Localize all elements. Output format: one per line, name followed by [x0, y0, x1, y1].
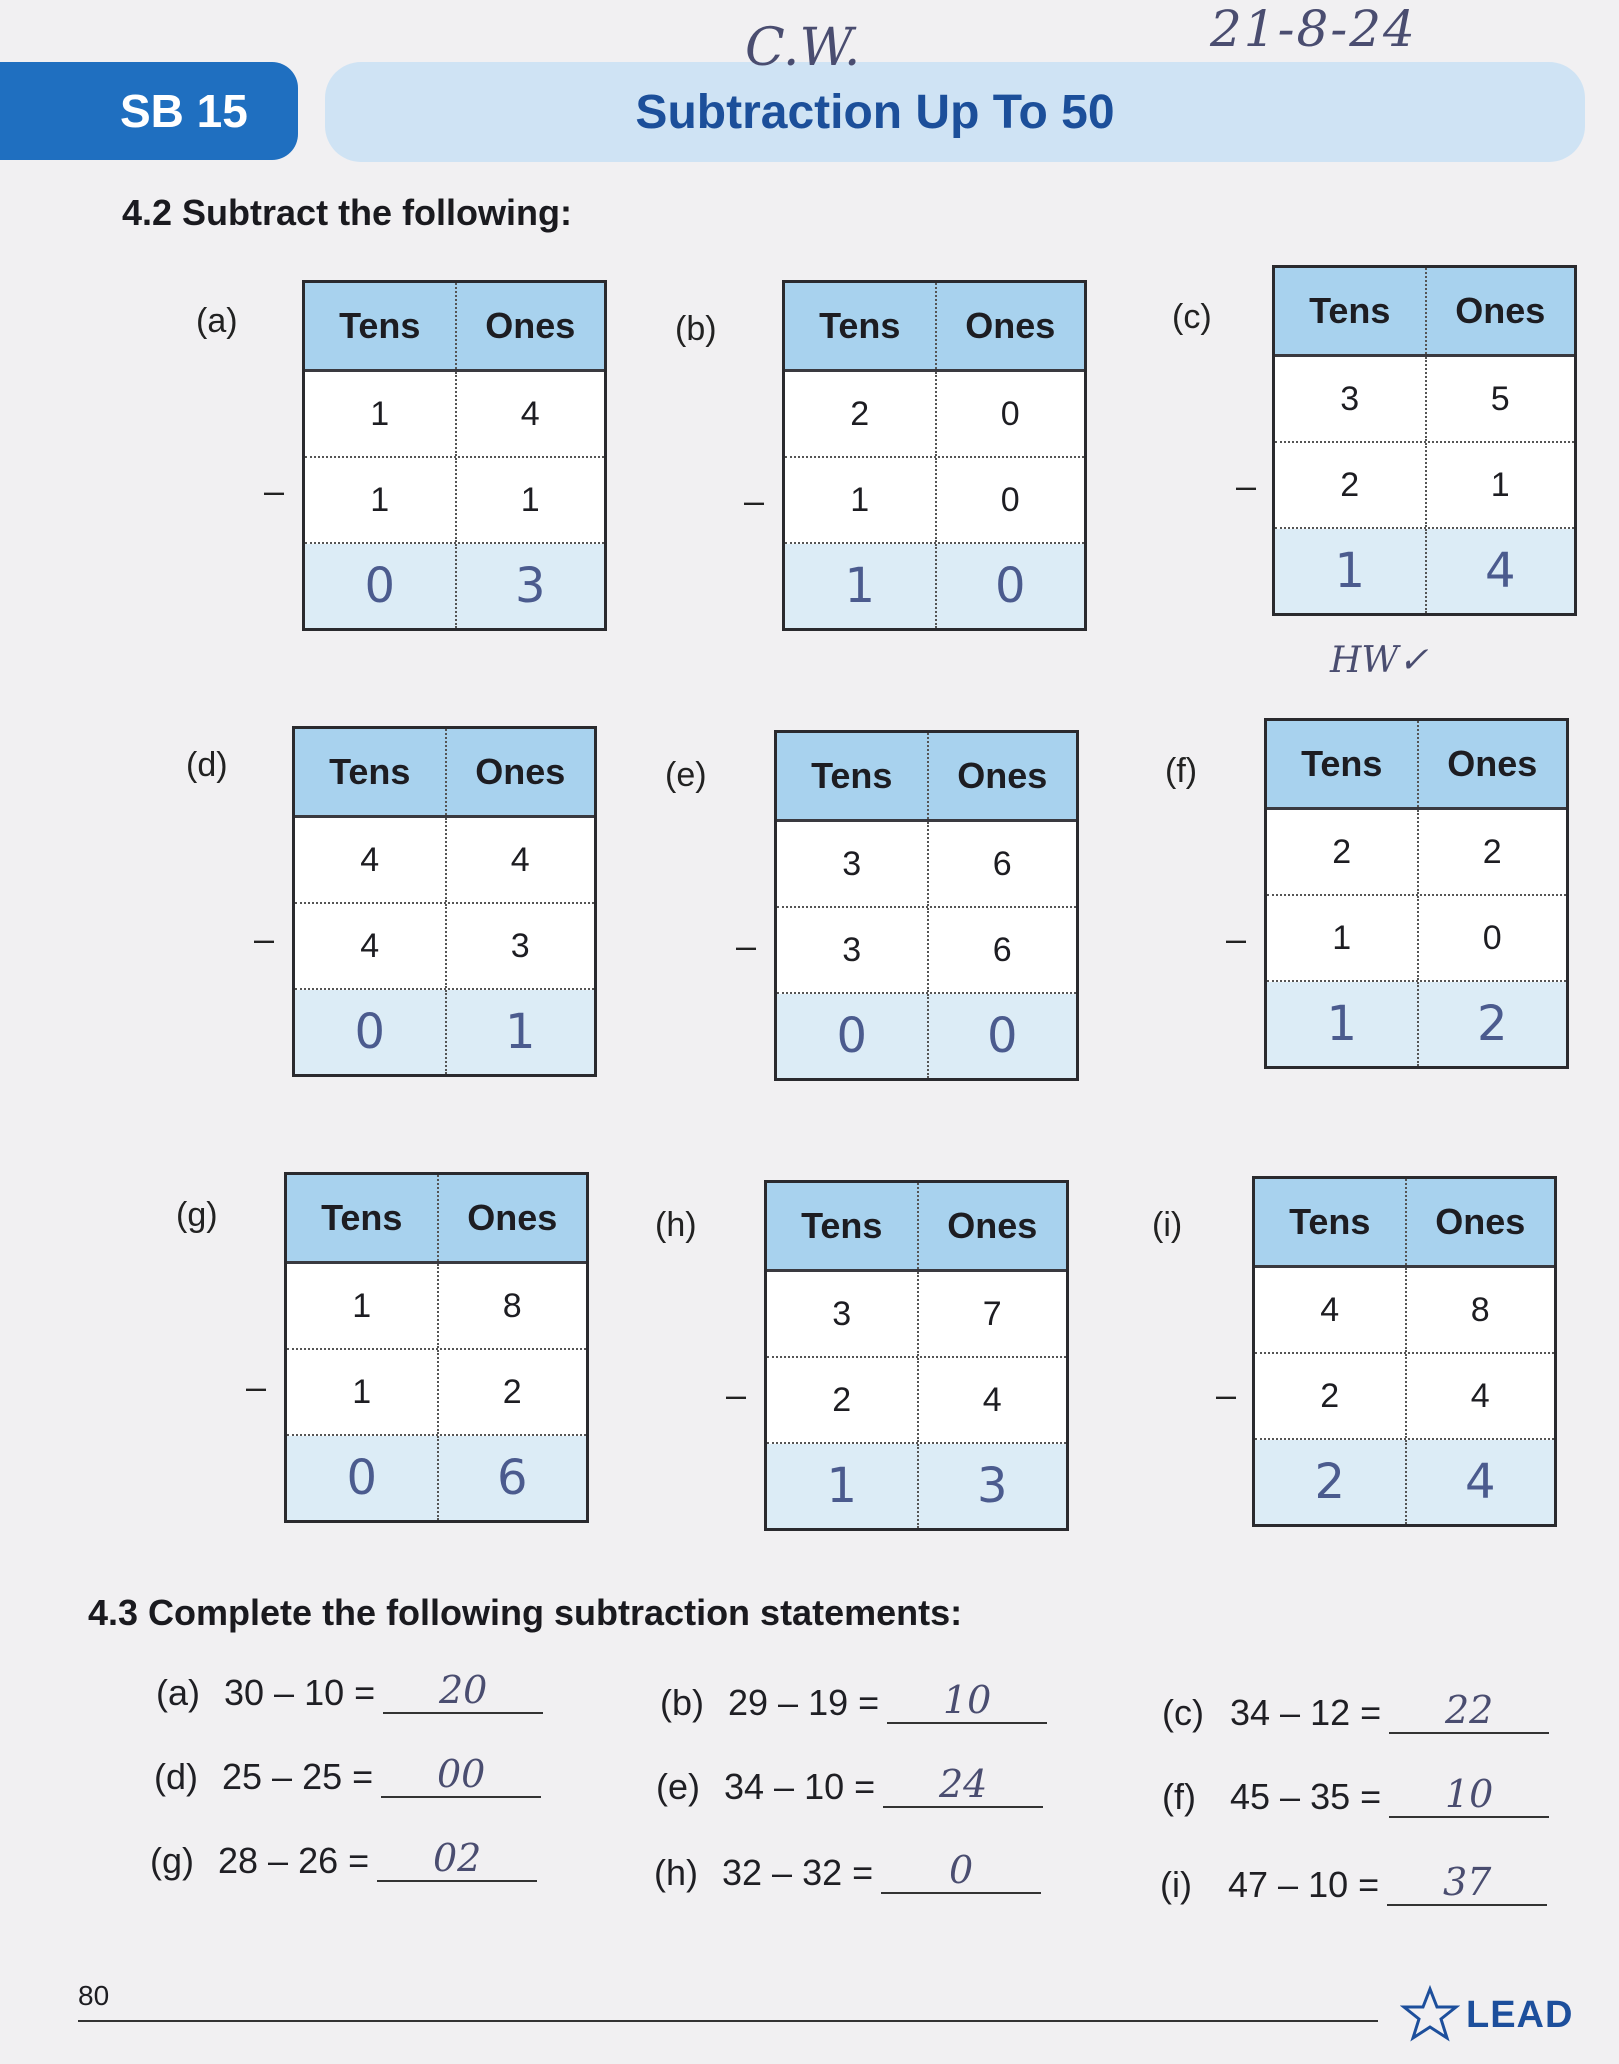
section-4-3-title: 4.3 Complete the following subtraction statements: [88, 1592, 963, 1633]
statement-i: (i) 47 – 10 = 37 [1160, 1864, 1547, 1906]
ones-top: 4 [455, 372, 605, 456]
minus-sign: – [1236, 465, 1257, 506]
problem-label: (g) [176, 1196, 218, 1234]
handwritten-cw-note: C.W. [745, 18, 861, 78]
answer-blank[interactable]: 02 [377, 1840, 537, 1882]
col-ones: Ones [455, 283, 605, 369]
minus-sign: – [246, 1366, 267, 1407]
statement-h: (h) 32 – 32 = 0 [654, 1852, 1041, 1894]
statement-d: (d) 25 – 25 = 00 [154, 1756, 541, 1798]
ones-sub: 1 [455, 458, 605, 542]
sb-badge: SB 15 [0, 62, 298, 160]
subtraction-table-f: Tens Ones 2 2 1 0 1 2 [1264, 718, 1569, 1069]
problem-label: (b) [675, 310, 717, 348]
minus-sign: – [254, 918, 275, 959]
publisher-logo [1400, 1985, 1573, 2045]
answer-blank[interactable]: 10 [887, 1682, 1047, 1724]
minus-sign: – [726, 1374, 747, 1415]
col-tens: Tens [339, 305, 421, 346]
answer-blank[interactable]: 20 [383, 1672, 543, 1714]
statement-e: (e) 34 – 10 = 24 [656, 1766, 1043, 1808]
tens-sub: 1 [370, 480, 390, 519]
subtraction-table-i: Tens Ones 4 8 2 4 2 4 [1252, 1176, 1557, 1527]
problem-label: (c) [1172, 298, 1212, 336]
section-4-2-title: 4.2 Subtract the following: [122, 192, 573, 233]
minus-sign: – [744, 480, 765, 521]
answer-blank[interactable]: 10 [1389, 1776, 1549, 1818]
subtraction-table-b: Tens Ones 2 0 1 0 1 0 [782, 280, 1087, 631]
problem-label: (d) [186, 746, 228, 784]
answer-blank[interactable]: 24 [883, 1766, 1043, 1808]
statement-c: (c) 34 – 12 = 22 [1162, 1692, 1549, 1734]
subtraction-table-e: Tens Ones 3 6 3 6 0 0 [774, 730, 1079, 1081]
logo-text: LEAD [1466, 1993, 1574, 2036]
statement-a: (a) 30 – 10 = 20 [156, 1672, 543, 1714]
answer-blank[interactable]: 0 [881, 1852, 1041, 1894]
statement-g: (g) 28 – 26 = 02 [150, 1840, 537, 1882]
subtraction-table-a [302, 280, 607, 631]
title-bar [325, 62, 1585, 162]
problem-label: (i) [1152, 1206, 1183, 1244]
star-icon [1400, 1985, 1460, 2045]
subtraction-table-c: Tens Ones 3 5 2 1 1 4 [1272, 265, 1577, 616]
answer-blank[interactable]: 22 [1389, 1692, 1549, 1734]
tens-answer: 0 [364, 558, 396, 614]
tens-top: 1 [370, 394, 390, 433]
ones-answer: 3 [455, 544, 605, 628]
handwritten-date: 21-8-24 [1210, 0, 1417, 58]
footer-divider [78, 2020, 1378, 2022]
problem-label: (e) [665, 756, 707, 794]
answer-blank[interactable]: 00 [381, 1756, 541, 1798]
problem-label: (f) [1165, 752, 1198, 790]
handwritten-hw-note: HW✓ [1330, 640, 1429, 681]
minus-sign: – [1226, 918, 1247, 959]
subtraction-table-h: Tens Ones 3 7 2 4 1 3 [764, 1180, 1069, 1531]
statement-b: (b) 29 – 19 = 10 [660, 1682, 1047, 1724]
minus-sign: – [1216, 1374, 1237, 1415]
minus-sign: – [264, 470, 285, 511]
minus-sign: – [736, 925, 757, 966]
answer-blank[interactable]: 37 [1387, 1864, 1547, 1906]
statement-f: (f) 45 – 35 = 10 [1162, 1776, 1549, 1818]
page-number: 80 [78, 1980, 110, 2011]
problem-label: (h) [655, 1206, 697, 1244]
page-title: Subtraction Up To 50 [635, 85, 1115, 139]
problem-label: (a) [196, 302, 238, 340]
subtraction-table-g: Tens Ones 1 8 1 2 0 6 [284, 1172, 589, 1523]
subtraction-table-d: Tens Ones 4 4 4 3 0 1 [292, 726, 597, 1077]
